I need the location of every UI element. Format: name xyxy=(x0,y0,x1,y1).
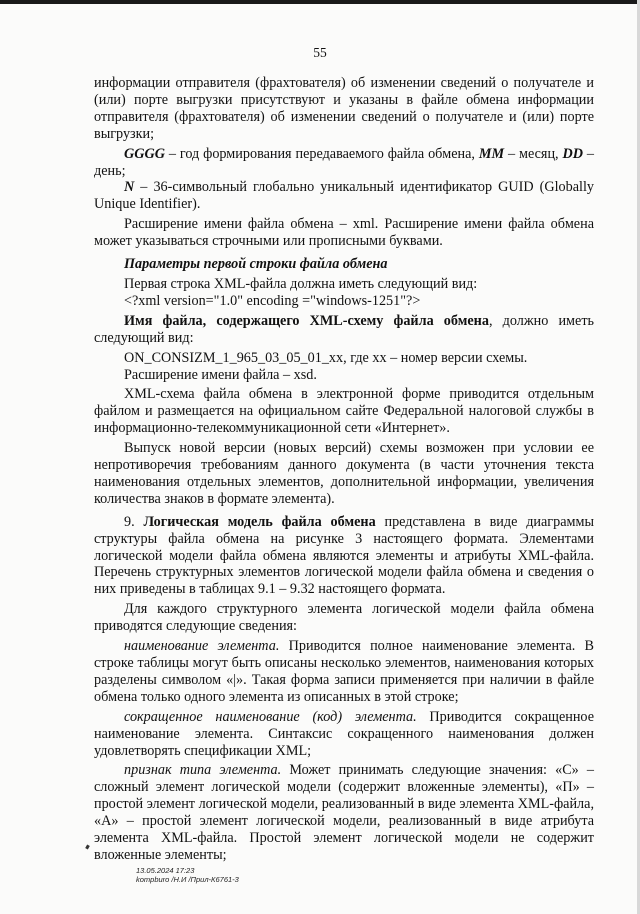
paragraph-schema-name xyxy=(94,313,594,347)
item-name-label: наименование элемента. xyxy=(124,638,280,655)
item-name-text: Приводится полное наименование элемента. В строке таблицы могут быть описаны несколько элементов, наименования которых разделены символом «|». Такая форма записи применяется при наличии в файле обмена только одного элемента из описанных в этой строке; xyxy=(94,638,594,705)
section-9-prefix: 9. xyxy=(124,513,144,530)
section-9-text: представлена в виде диаграммы структуры файла обмена на рисунке 3 настоящего формата. Элементами логической модели файла обмена являются элементы и атрибуты XML-файла. Перечень структурных элементов логической модели файла обмена и сведения о них приведены в таблицах 9.1 – 9.32 настоящего формата. xyxy=(94,513,595,598)
scan-edge-top xyxy=(0,0,640,4)
gggg-text1: – год формирования передаваемого файла обмена, xyxy=(164,145,479,162)
body-text xyxy=(94,75,594,864)
schema-file-name: ON_CONSIZM_1_965_03_05_01_xx, где xx – номер версии схемы. xyxy=(124,349,528,366)
paragraph-section-9 xyxy=(94,514,594,599)
section-9-title: Логическая модель файла обмена xyxy=(143,513,376,530)
schema-name-text: , должно иметь следующий вид: xyxy=(94,312,594,346)
gggg-text3: – день; xyxy=(94,145,594,179)
term-mm: MM xyxy=(478,145,505,162)
guid-text: – 36-символьный глобально уникальный идентификатор GUID (Globally Unique Identifier). xyxy=(94,179,594,213)
item-type-label: признак типа элемента. xyxy=(124,762,282,779)
paragraph-item-short xyxy=(94,709,594,760)
paragraph-guid xyxy=(94,179,594,213)
term-n: N xyxy=(124,179,135,196)
paragraph-extension: Расширение имени файла обмена – xml. Расширение имени файла обмена может указываться строчными или прописными буквами. xyxy=(94,216,594,250)
gggg-text2: – месяц, xyxy=(504,145,563,162)
paragraph-gggg xyxy=(94,146,594,180)
paragraph-info-intro: Для каждого структурного элемента логической модели файла обмена приводятся следующие сведения: xyxy=(94,601,594,635)
item-short-label: сокращенное наименование (код) элемента. xyxy=(124,708,417,725)
footer-stamp xyxy=(136,866,239,884)
xml-declaration: <?xml version="1.0" encoding ="windows-1251"?> xyxy=(124,292,421,309)
schema-name-bold: Имя файла, содержащего XML-схему файла обмена xyxy=(124,312,489,329)
paragraph-item-type xyxy=(94,762,594,863)
item-type-text: Может принимать следующие значения: «С» – сложный элемент логической модели (содержит вложенные элементы), «П» – простой элемент логической модели, реализованный в виде элемента XML-файла, «А» – простой элемент логической модели, реализованный в виде атрибута элемента XML-файла. Простой элемент логической модели не содержит вложенные элементы; xyxy=(94,762,594,863)
paragraph-first-line: Первая строка XML-файла должна иметь следующий вид: xyxy=(124,275,478,292)
paragraph-schema-publish: XML-схема файла обмена в электронной форме приводится отдельным файлом и размещается на официальном сайте Федеральной налоговой службы в информационно-телекоммуникационной сети «Интернет». xyxy=(94,386,594,437)
term-gggg: GGGG xyxy=(124,145,165,162)
footer-date: 13.05.2024 17:23 xyxy=(136,866,195,875)
page-number: 55 xyxy=(313,45,327,60)
paragraph-item-name xyxy=(94,638,594,706)
footer-source: kompburo /Н.И /Прил-К6761-3 xyxy=(136,875,239,884)
term-dd: DD xyxy=(562,145,583,162)
heading-first-line: Параметры первой строки файла обмена xyxy=(124,256,388,273)
scan-mark xyxy=(85,845,90,850)
schema-extension: Расширение имени файла – xsd. xyxy=(124,366,317,383)
paragraph-new-versions: Выпуск новой версии (новых версий) схемы возможен при условии ее непротиворечия требованиям данного документа (в части уточнения текста наименования отдельных элементов, дополнительной информации, увеличения количества знаков в формате элемента). xyxy=(94,440,594,507)
item-short-text: Приводится сокращенное наименование элемента. Синтаксис сокращенного наименования должен удовлетворять спецификации XML; xyxy=(94,708,594,759)
paragraph-continuation: информации отправителя (фрахтователя) об изменении сведений о получателе и (или) порте выгрузки присутствуют и указаны в файле обмена информации отправителя (фрахтователя) об изменении сведений о получателе и (или) порте выгрузки; xyxy=(94,75,594,142)
